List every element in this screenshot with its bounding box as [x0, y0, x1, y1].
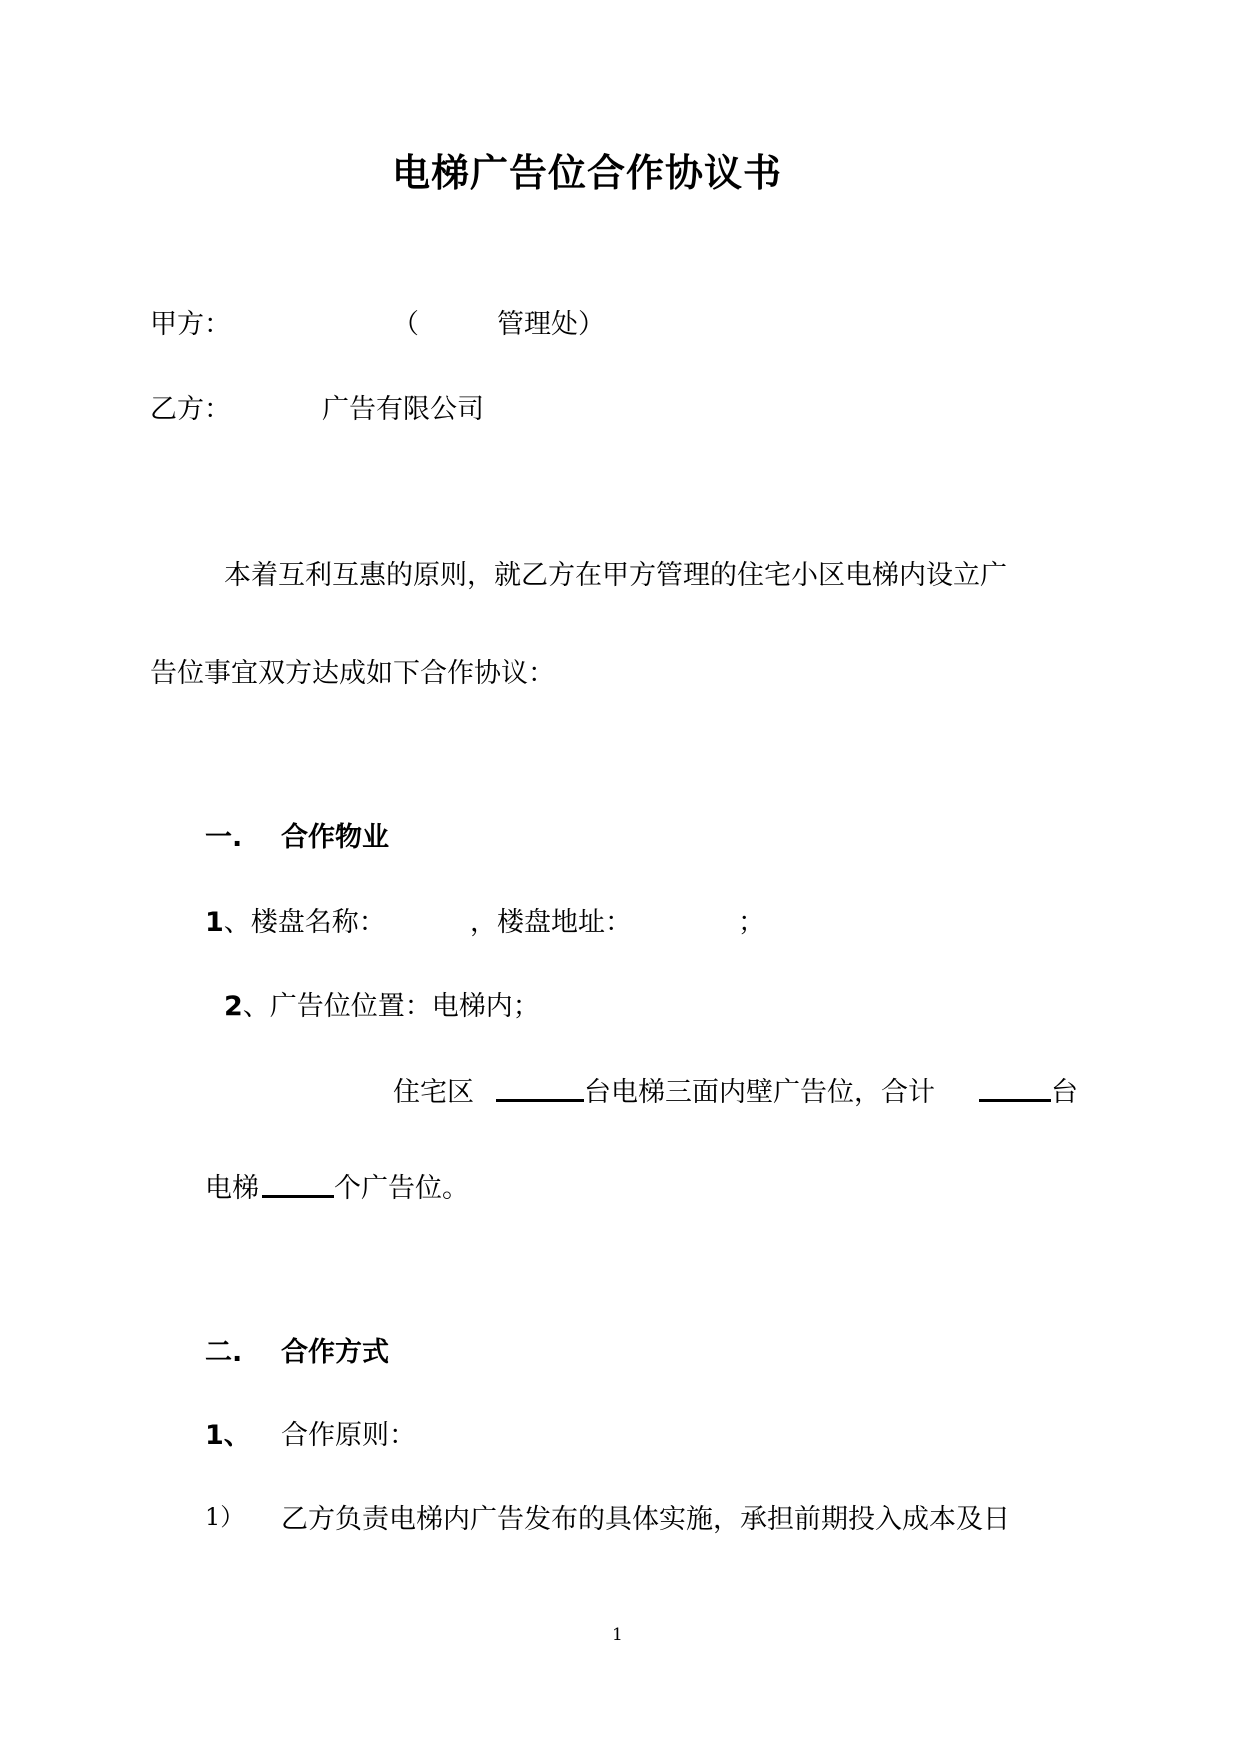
party-b-text: 广告有限公司 [322, 394, 484, 425]
item-number: 1 [205, 907, 224, 938]
section-1-number: 一. [205, 822, 243, 853]
section-2-sub-1-number: 1） [205, 1503, 245, 1531]
section-1-item-2 [224, 984, 540, 1023]
residential-area-text: 住宅区 [393, 1077, 474, 1108]
item-separator: 、 [223, 907, 251, 938]
total-elevators-blank [979, 1073, 1051, 1102]
ad-count-text: 个广告位。 [334, 1173, 469, 1204]
section-2-item-1-text: 合作原则： [281, 1420, 416, 1451]
section-2-number: 二. [205, 1337, 243, 1368]
section-1-title: 合作物业 [281, 822, 389, 853]
building-name-label: 楼盘名称： [250, 907, 386, 938]
section-2-sub-1-text: 乙方负责电梯内广告发布的具体实施，承担前期投入成本及日 [281, 1504, 1010, 1535]
item-separator: 、 [242, 991, 270, 1022]
party-a-paren-open: （ [392, 309, 419, 340]
elevator-walls-text: 台电梯三面内壁广告位，合计 [584, 1077, 935, 1108]
elevator-text: 电梯 [205, 1173, 259, 1204]
section-2-item-1-number: 1、 [205, 1420, 251, 1451]
section-1-item-1 [205, 900, 386, 939]
ad-count-blank [262, 1169, 334, 1198]
unit-text: 台 [1051, 1077, 1078, 1108]
section-2-title: 合作方式 [281, 1337, 389, 1368]
ad-location-text: 广告位位置：电梯内； [269, 991, 540, 1022]
item-number: 2 [224, 991, 243, 1022]
party-a-text: 管理处） [497, 309, 605, 340]
party-a-label: 甲方： [150, 309, 231, 340]
intro-line-2: 告位事宜双方达成如下合作协议： [150, 658, 555, 689]
building-address-label: ，楼盘地址： [470, 907, 632, 938]
intro-line-1: 本着互利互惠的原则，就乙方在甲方管理的住宅小区电梯内设立广 [224, 560, 1007, 591]
party-b-label: 乙方： [150, 394, 231, 425]
building-address-end: ； [738, 907, 765, 938]
document-title: 电梯广告位合作协议书 [392, 151, 783, 195]
elevator-count-blank [496, 1073, 584, 1102]
page-number: 1 [612, 1625, 623, 1645]
